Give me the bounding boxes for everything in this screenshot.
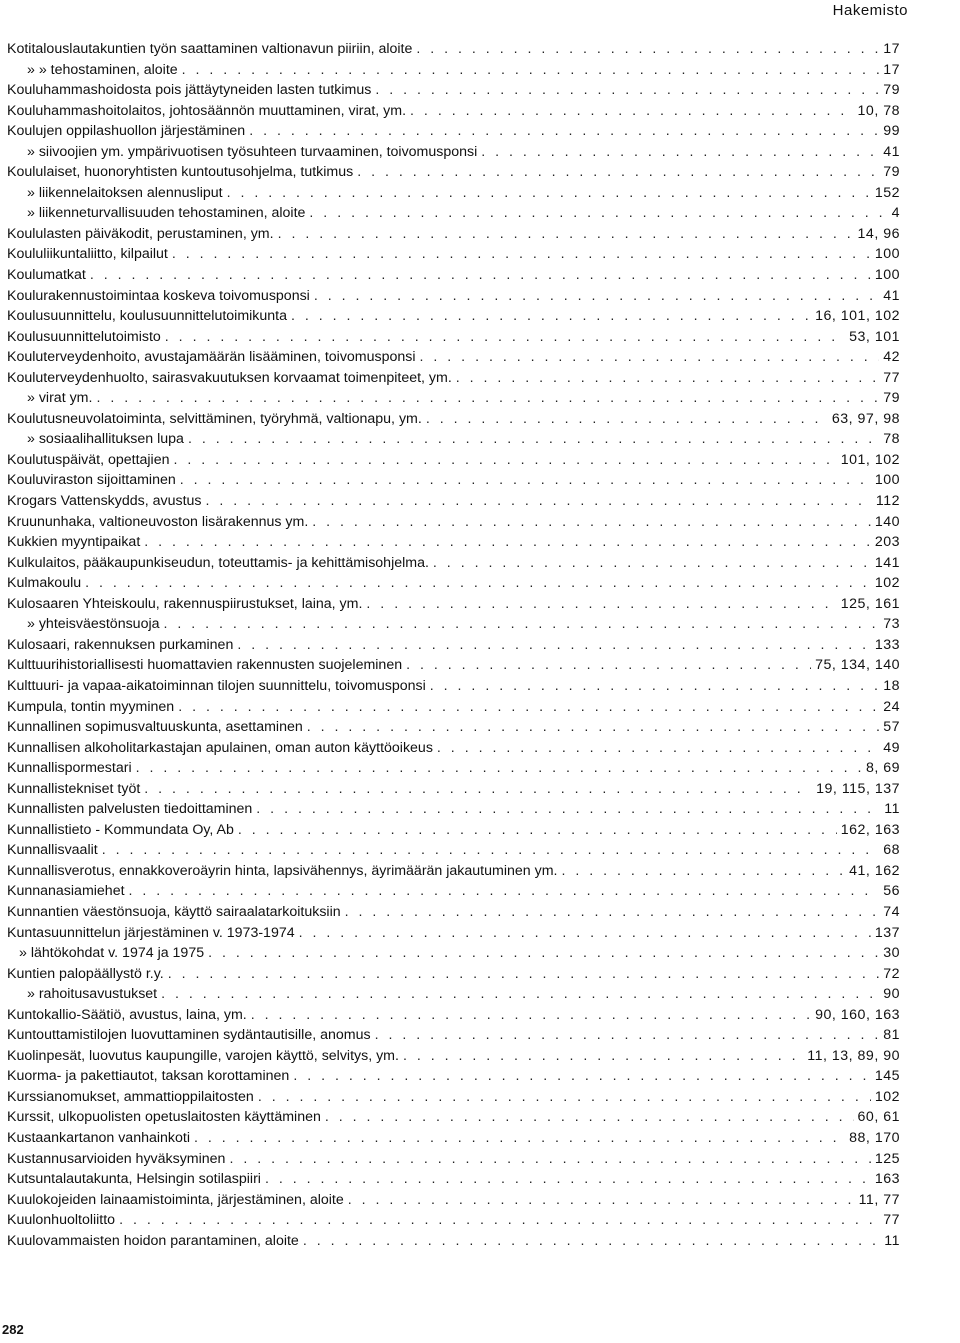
index-entry-pages: 125, 161	[840, 595, 900, 612]
index-entry	[7, 60, 900, 81]
dot-leader	[182, 60, 880, 81]
index-entry-pages: 79	[883, 390, 900, 407]
index-entry-pages: 63, 97, 98	[831, 410, 900, 427]
index-entry	[7, 470, 900, 491]
index-entry-term: » virat ym.	[27, 390, 93, 407]
dot-leader	[136, 758, 862, 779]
dot-leader	[426, 409, 828, 430]
index-entry-term: Koulusuunnittelutoimisto	[7, 328, 161, 345]
index-entry-pages: 17	[883, 61, 900, 78]
index-entry-pages: 90	[883, 986, 900, 1003]
index-entry-term: Kurssianomukset, ammattioppilaitosten	[7, 1088, 254, 1105]
index-entry	[7, 964, 900, 985]
page-number: 282	[2, 1322, 24, 1337]
index-entry-term: Koulutuspäivät, opettajien	[7, 451, 170, 468]
dot-leader	[561, 861, 845, 882]
index-entry	[7, 779, 900, 800]
dot-leader	[249, 121, 879, 142]
index-entry-term: Kunnallisvaalit	[7, 842, 98, 859]
index-entry-pages: 53, 101	[849, 328, 900, 345]
index-entry-pages: 88, 170	[849, 1129, 900, 1146]
index-entry-pages: 100	[874, 246, 900, 263]
dot-leader	[129, 881, 880, 902]
index-entry	[7, 820, 900, 841]
dot-leader	[303, 1231, 880, 1252]
dot-leader	[168, 964, 880, 985]
index-entry-pages: 11, 77	[858, 1191, 900, 1208]
dot-leader	[278, 224, 854, 245]
index-entry-term: Kulttuuri- ja vapaa-aikatoiminnan tilojen suunnittelu, toivomusponsi	[7, 677, 426, 694]
index-entry	[7, 861, 900, 882]
index-entry-term: Kunnallistekniset työt	[7, 780, 141, 797]
index-entry-pages: 162, 163	[840, 821, 900, 838]
dot-leader	[206, 491, 872, 512]
index-entry-term: Kruununhaka, valtioneuvoston lisärakennus ym.	[7, 513, 309, 530]
index-entry-term: Kuulokojeiden lainaamistoiminta, järjestäminen, aloite	[7, 1191, 344, 1208]
index-entry	[7, 429, 900, 450]
index-entry	[7, 697, 900, 718]
index-entry-term: Kotitalouslautakuntien työn saattaminen valtionavun piiriin, aloite	[7, 41, 413, 57]
dot-leader	[85, 573, 871, 594]
index-entry-term: Koululaiset, huonoryhtisten kuntoutusohjelma, tutkimus	[7, 164, 354, 181]
index-entry-term: Kulosaaren Yhteiskoulu, rakennuspiirustukset, laina, ym.	[7, 595, 363, 612]
dot-leader	[144, 532, 871, 553]
index-entry-pages: 42	[883, 349, 900, 366]
index-entry-term: Kunnanasiamiehet	[7, 883, 125, 900]
index-entry	[7, 1046, 900, 1067]
index-entry-term: Krogars Vattenskydds, avustus	[7, 493, 202, 510]
index-entry-term: Kuntasuunnittelun järjestäminen v. 1973-1974	[7, 924, 295, 941]
index-entry	[7, 635, 900, 656]
index-entry-pages: 75, 134, 140	[815, 657, 900, 674]
index-entry-term: Kulkulaitos, pääkaupunkiseudun, toteuttamis- ja kehittämisohjelma.	[7, 554, 429, 571]
dot-leader	[410, 101, 854, 122]
index-entry-term: » siivoojien ym. ympärivuotisen työsuhteen turvaaminen, toivomusponsi	[27, 143, 478, 160]
dot-leader	[90, 265, 871, 286]
index-entry	[7, 676, 900, 697]
dot-leader	[416, 39, 879, 60]
index-entry-pages: 99	[883, 123, 900, 140]
dot-leader	[165, 327, 845, 348]
index-entry-pages: 79	[883, 82, 900, 99]
index-list	[7, 39, 900, 1251]
index-entry-term: Kouluhammashoidosta pois jättäytyneiden lasten tutkimus	[7, 82, 372, 99]
dot-leader	[312, 512, 871, 533]
index-entry-term: Kulosaari, rakennuksen purkaminen	[7, 636, 234, 653]
index-entry	[7, 923, 900, 944]
dot-leader	[178, 697, 879, 718]
dot-leader	[348, 1190, 855, 1211]
index-entry	[7, 491, 900, 512]
index-entry-pages: 112	[875, 493, 900, 510]
index-entry-term: Koululiikuntaliitto, kilpailut	[7, 246, 168, 263]
dot-leader	[366, 594, 836, 615]
index-entry-pages: 18	[883, 677, 900, 694]
index-entry-term: Kurssit, ulkopuolisten opetuslaitosten käyttäminen	[7, 1109, 321, 1126]
index-entry-pages: 79	[883, 164, 900, 181]
index-entry-term: Kuntouttamistilojen luovuttaminen sydäntautisille, anomus	[7, 1027, 371, 1044]
index-entry-pages: 141	[874, 554, 900, 571]
index-entry-pages: 81	[883, 1027, 900, 1044]
dot-leader	[375, 80, 879, 101]
index-entry	[7, 1107, 900, 1128]
dot-leader	[481, 142, 879, 163]
index-entry-pages: 41, 162	[849, 862, 900, 879]
index-entry-term: » liikenneturvallisuuden tehostaminen, aloite	[27, 205, 306, 222]
dot-leader	[238, 820, 837, 841]
index-entry-term: Kouluterveydenhoito, avustajamäärän lisääminen, toivomusponsi	[7, 349, 416, 366]
index-entry-term: Kunnallispormestari	[7, 760, 132, 777]
index-entry-pages: 163	[874, 1171, 900, 1188]
index-entry	[7, 1149, 900, 1170]
index-entry	[7, 1005, 900, 1026]
dot-leader	[161, 984, 879, 1005]
index-entry-pages: 140	[874, 513, 900, 530]
index-entry-term: Kuorma- ja pakettiautot, taksan korottaminen	[7, 1068, 290, 1085]
index-entry-pages: 77	[883, 369, 900, 386]
dot-leader	[258, 1087, 871, 1108]
index-entry	[7, 1210, 900, 1231]
index-entry-pages: 203	[874, 534, 900, 551]
index-entry	[7, 265, 900, 286]
index-entry-pages: 57	[883, 719, 900, 736]
index-entry-pages: 19, 115, 137	[816, 780, 900, 797]
dot-leader	[420, 347, 880, 368]
dot-leader	[345, 902, 880, 923]
index-entry-pages: 90, 160, 163	[815, 1006, 900, 1023]
index-entry	[7, 1066, 900, 1087]
index-entry-term: Kunnallinen sopimusvaltuuskunta, asettaminen	[7, 719, 303, 736]
dot-leader	[293, 1066, 871, 1087]
index-entry-pages: 14, 96	[857, 225, 900, 242]
index-entry	[7, 388, 900, 409]
dot-leader	[456, 368, 879, 389]
index-entry	[7, 1087, 900, 1108]
dot-leader	[357, 162, 879, 183]
dot-leader	[299, 923, 871, 944]
index-entry-term: » » tehostaminen, aloite	[27, 61, 178, 78]
index-entry-term: Koululasten päiväkodit, perustaminen, ym.	[7, 225, 274, 242]
index-entry-term: Kunnantien väestönsuoja, käyttö sairaalatarkoituksiin	[7, 903, 341, 920]
page-header-title: Hakemisto	[832, 2, 908, 19]
index-entry	[7, 614, 900, 635]
index-entry-pages: 100	[874, 267, 900, 284]
index-entry-pages: 17	[883, 41, 900, 57]
index-entry-pages: 11	[884, 1232, 900, 1249]
index-entry-term: Kulmakoulu	[7, 575, 82, 592]
dot-leader	[172, 244, 871, 265]
index-entry	[7, 738, 900, 759]
index-entry	[7, 655, 900, 676]
index-entry	[7, 224, 900, 245]
index-entry	[7, 1128, 900, 1149]
index-entry	[7, 717, 900, 738]
index-entry-term: Kuulovammaisten hoidon parantaminen, aloite	[7, 1232, 299, 1249]
index-entry-term: » lähtökohdat v. 1974 ja 1975	[19, 945, 205, 962]
index-entry-pages: 73	[883, 616, 900, 633]
index-entry-pages: 74	[883, 903, 900, 920]
index-entry-term: Kulttuurihistoriallisesti huomattavien rakennusten suojeleminen	[7, 657, 403, 674]
index-entry-term: Kouluviraston sijoittaminen	[7, 472, 176, 489]
index-entry	[7, 368, 900, 389]
index-entry-term: Kouluhammashoitolaitos, johtosäännön muuttaminen, virat, ym.	[7, 102, 407, 119]
index-entry-term: Koulurakennustoimintaa koskeva toivomusponsi	[7, 287, 310, 304]
index-entry-pages: 102	[874, 1088, 900, 1105]
index-entry	[7, 450, 900, 471]
index-entry	[7, 39, 900, 60]
index-entry-pages: 60, 61	[857, 1109, 900, 1126]
index-entry	[7, 1190, 900, 1211]
index-entry-pages: 10, 78	[857, 102, 900, 119]
index-entry	[7, 902, 900, 923]
index-entry-term: Koulujen oppilashuollon järjestäminen	[7, 123, 246, 140]
dot-leader	[375, 1025, 880, 1046]
index-entry	[7, 594, 900, 615]
dot-leader	[430, 676, 879, 697]
dot-leader	[144, 779, 812, 800]
index-entry	[7, 306, 900, 327]
index-entry-term: Koulusuunnittelu, koulusuunnittelutoimikunta	[7, 308, 287, 325]
index-entry-pages: 11	[884, 801, 900, 818]
dot-leader	[102, 840, 880, 861]
index-entry-pages: 133	[874, 636, 900, 653]
dot-leader	[325, 1107, 854, 1128]
index-entry	[7, 80, 900, 101]
index-entry-term: Kuntien palopäällystö r.y.	[7, 965, 164, 982]
index-entry	[7, 327, 900, 348]
dot-leader	[307, 717, 879, 738]
index-entry	[7, 183, 900, 204]
dot-leader	[119, 1210, 879, 1231]
index-entry-term: Kuulonhuoltoliitto	[7, 1212, 116, 1229]
index-entry	[7, 943, 900, 964]
index-entry-pages: 16, 101, 102	[815, 308, 900, 325]
index-entry-term: » rahoitusavustukset	[27, 986, 158, 1003]
dot-leader	[194, 1128, 845, 1149]
index-entry	[7, 532, 900, 553]
index-entry	[7, 203, 900, 224]
index-entry	[7, 1025, 900, 1046]
dot-leader	[164, 614, 880, 635]
index-entry	[7, 101, 900, 122]
index-entry-term: Kunnallisten palvelusten tiedoittaminen	[7, 801, 253, 818]
index-entry-pages: 4	[891, 205, 900, 222]
index-entry	[7, 799, 900, 820]
index-entry-term: Kukkien myyntipaikat	[7, 534, 141, 551]
index-entry-term: Kustannusarvioiden hyväksyminen	[7, 1150, 226, 1167]
index-entry-term: Kutsuntalautakunta, Helsingin sotilaspiiri	[7, 1171, 261, 1188]
index-entry-term: » sosiaalihallituksen lupa	[27, 431, 184, 448]
index-entry-pages: 56	[883, 883, 900, 900]
index-entry	[7, 512, 900, 533]
dot-leader	[291, 306, 811, 327]
index-entry-pages: 30	[883, 945, 900, 962]
dot-leader	[180, 470, 871, 491]
dot-leader	[309, 203, 887, 224]
index-entry-term: Koulutusneuvolatoiminta, selvittäminen, työryhmä, valtionapu, ym.	[7, 410, 422, 427]
index-entry-pages: 41	[883, 143, 900, 160]
dot-leader	[406, 655, 811, 676]
index-entry	[7, 347, 900, 368]
index-entry-pages: 41	[883, 287, 900, 304]
index-entry	[7, 162, 900, 183]
index-entry	[7, 244, 900, 265]
index-entry	[7, 142, 900, 163]
dot-leader	[229, 1149, 870, 1170]
index-entry-pages: 11, 13, 89, 90	[807, 1047, 900, 1064]
index-entry	[7, 840, 900, 861]
index-entry	[7, 286, 900, 307]
index-entry	[7, 409, 900, 430]
dot-leader	[433, 553, 871, 574]
index-entry-term: Kuolinpesät, luovutus kaupungille, varojen käyttö, selvitys, ym.	[7, 1047, 399, 1064]
index-entry	[7, 984, 900, 1005]
index-entry-pages: 137	[874, 924, 900, 941]
index-entry-pages: 77	[883, 1212, 900, 1229]
index-entry-term: » yhteisväestönsuoja	[27, 616, 160, 633]
index-entry-pages: 101, 102	[840, 451, 900, 468]
index-entry-term: Kouluterveydenhuolto, sairasvakuutuksen korvaamat toimenpiteet, ym.	[7, 369, 452, 386]
index-entry	[7, 553, 900, 574]
dot-leader	[251, 1005, 811, 1026]
dot-leader	[188, 429, 879, 450]
index-entry-pages: 72	[883, 965, 900, 982]
index-entry-pages: 8, 69	[865, 760, 900, 777]
index-entry	[7, 121, 900, 142]
dot-leader	[237, 635, 870, 656]
index-entry	[7, 758, 900, 779]
index-entry-term: » liikennelaitoksen alennusliput	[27, 184, 223, 201]
index-entry-pages: 24	[883, 698, 900, 715]
index-entry-term: Kuntokallio-Säätiö, avustus, laina, ym.	[7, 1006, 247, 1023]
dot-leader	[208, 943, 879, 964]
index-entry-pages: 125	[874, 1150, 900, 1167]
index-entry-pages: 100	[874, 472, 900, 489]
dot-leader	[173, 450, 836, 471]
index-entry-term: Kunnallisen alkoholitarkastajan apulainen, oman auton käyttöoikeus	[7, 739, 433, 756]
index-entry-term: Kumpula, tontin myyminen	[7, 698, 175, 715]
index-entry-pages: 78	[883, 431, 900, 448]
dot-leader	[227, 183, 871, 204]
index-entry-pages: 102	[874, 575, 900, 592]
index-entry-term: Kunnallistieto - Kommundata Oy, Ab	[7, 821, 234, 838]
index-entry-pages: 49	[883, 739, 900, 756]
dot-leader	[96, 388, 879, 409]
dot-leader	[314, 286, 879, 307]
index-entry-pages: 152	[874, 184, 900, 201]
index-entry-pages: 145	[874, 1068, 900, 1085]
index-entry	[7, 1169, 900, 1190]
dot-leader	[437, 738, 879, 759]
index-entry-term: Kustaankartanon vanhainkoti	[7, 1129, 190, 1146]
dot-leader	[265, 1169, 871, 1190]
index-entry-term: Koulumatkat	[7, 267, 86, 284]
dot-leader	[403, 1046, 803, 1067]
index-entry	[7, 573, 900, 594]
dot-leader	[256, 799, 880, 820]
index-entry	[7, 1231, 900, 1252]
index-entry-pages: 68	[883, 842, 900, 859]
index-entry-term: Kunnallisverotus, ennakkoveroäyrin hinta, lapsivähennys, äyrimäärän jakautuminen ym.	[7, 862, 558, 879]
index-entry	[7, 881, 900, 902]
